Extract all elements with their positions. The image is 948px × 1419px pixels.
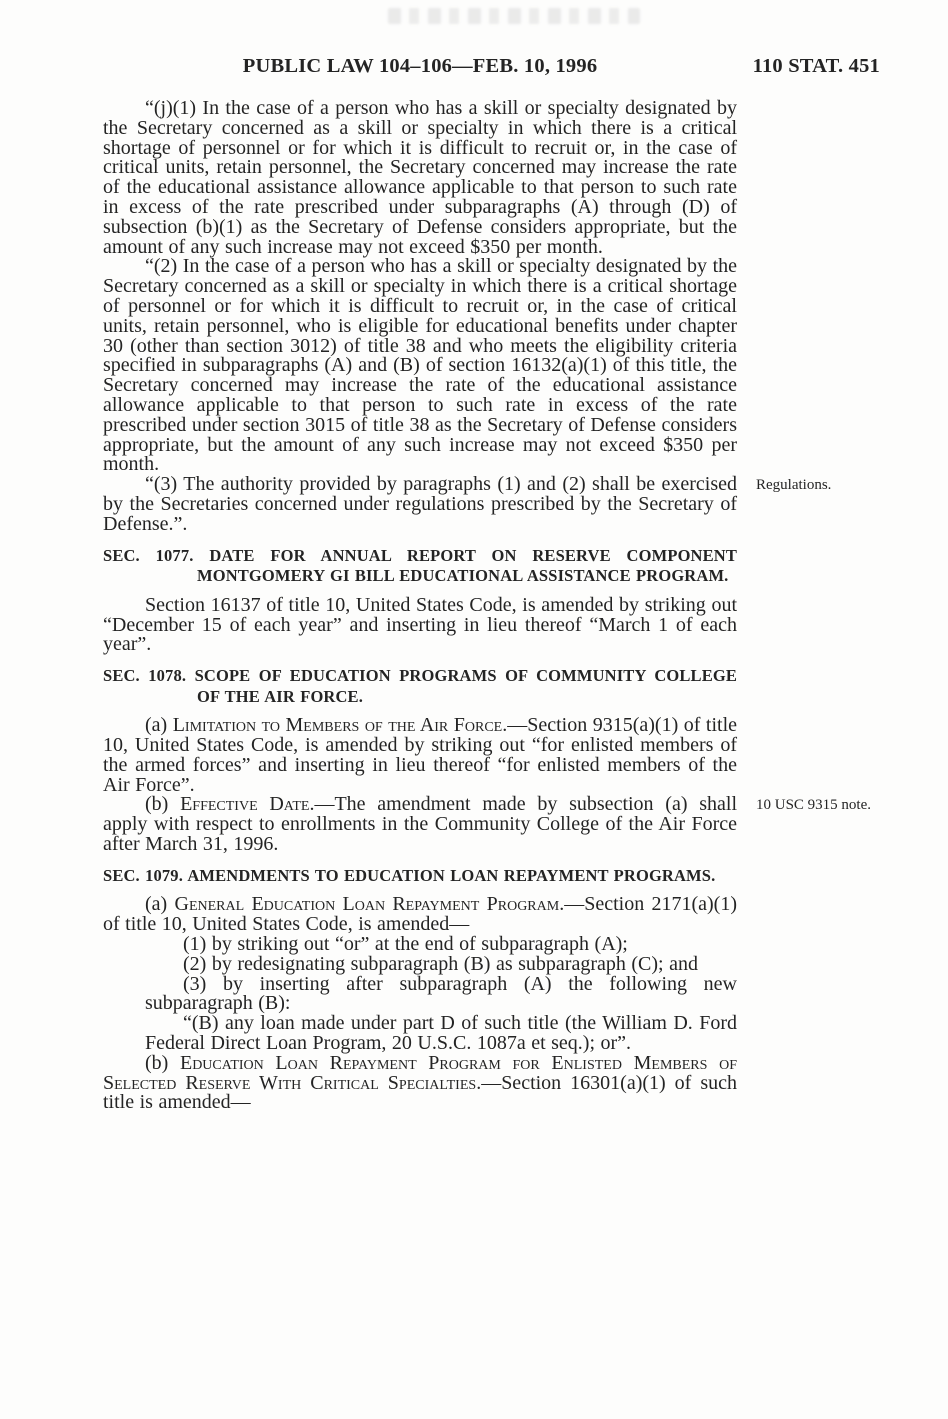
- paragraph-text: .—Section 2171(a)(1) of title 10, United States Code, is amended—: [103, 893, 737, 936]
- section-number: SEC. 1077.: [103, 545, 194, 565]
- paragraph-3: [103, 473, 832, 535]
- paragraph-1079-b: [103, 1051, 737, 1114]
- running-head: [103, 54, 880, 78]
- statute-page-number: 110 STAT. 451: [752, 55, 880, 77]
- paragraph-text: “(3) The authority provided by paragraphs (1) and (2) shall be exercised by the Secretaries concerned under regulations prescribed by the Secretary of Defense.”.: [103, 473, 737, 535]
- section-title: SCOPE OF EDUCATION PROGRAMS OF COMMUNITY COLLEGE OF THE AIR FORCE.: [194, 666, 737, 706]
- section-heading-1079: [103, 866, 737, 887]
- paragraph-1079-a: [103, 895, 737, 935]
- public-law-title: PUBLIC LAW 104–106—FEB. 10, 1996: [242, 55, 598, 77]
- paragraph-text: “(2) In the case of a person who has a skill or specialty designated by the Secretary concerned as a skill or specialty in which there is a critical shortage of personnel or for which it is difficult to recruit or, in the case of critical units, retain personnel, who is eligible for educational benefits under chapter 30 (other than section 3012) of title 38 and who meets the eligibility criteria specified in subparagraphs (A) and (B) of section 16132(a)(1) of this title, the Secretary concerned may increase the rate of the educational assistance allowance applicable to that person to such rate in excess of the rate prescribed under section 3015 of title 38 as the Secretary of Defense considers appropriate, but the amount of any such increase may not exceed $350 per month.: [103, 255, 737, 476]
- paragraph-j1: [103, 99, 737, 257]
- margin-note-10usc9315: 10 USC 9315 note.: [756, 797, 872, 814]
- page-body: [103, 97, 872, 1114]
- section-heading-1077: [103, 546, 737, 587]
- paragraph-text: (2) by redesignating subparagraph (B) as subparagraph (C); and: [183, 952, 698, 975]
- paragraph-sec1077-body: [103, 593, 737, 656]
- paragraph-text: .—Section 9315(a)(1) of title 10, United States Code, is amended by striking out “for enlisted members of the armed forces” and inserting in lieu thereof “for enlisted members of the Air Force”.: [103, 714, 738, 796]
- paragraph-2: [103, 257, 737, 475]
- smallcaps-run: Education Loan Repayment Program for Enlisted Members of Selected Reserve With Critical Specialties: [103, 1051, 737, 1094]
- smallcaps-run: General Education Loan Repayment Program: [174, 893, 560, 916]
- paragraph-text: “(B) any loan made under part D of such title (the William D. Ford Federal Direct Loan Program, 20 U.S.C. 1087a et seq.); or”.: [145, 1012, 737, 1055]
- paragraph-1078-a: [103, 716, 737, 795]
- quoted-subparagraph-B: [103, 1014, 737, 1054]
- section-number: SEC. 1079.: [103, 865, 183, 885]
- smallcaps-run: Limitation to Members of the Air Force: [172, 714, 503, 737]
- paragraph-1078-b: [103, 793, 872, 856]
- enum-label: (a): [145, 714, 173, 737]
- paragraph-text: .—Section 16301(a)(1) of such title is amended—: [103, 1071, 737, 1114]
- section-heading-1078: [103, 666, 737, 707]
- paragraph-text: (1) by striking out “or” at the end of subparagraph (A);: [183, 933, 628, 956]
- paragraph-text: (3) by inserting after subparagraph (A) the following new subparagraph (B):: [145, 972, 737, 1015]
- margin-note-regulations: Regulations.: [756, 477, 832, 494]
- paragraph-text: .—The amendment made by subsection (a) shall apply with respect to enrollments in the Community College of the Air Force after March 31, 1996.: [103, 793, 737, 856]
- paragraph-text: “(j)(1) In the case of a person who has a skill or specialty designated by the Secretary concerned as a skill or specialty in which there is a critical shortage of personnel or for which it is difficult to recruit or, in the case of critical units, retain personnel, the Secretary concerned may increase the rate of the educational assistance allowance applicable to that person to such rate in excess of the rate prescribed under subparagraphs (A) through (D) of subsection (b)(1) as the Secretary of Defense considers appropriate, but the amount of any such increase may not exceed $350 per month.: [103, 97, 737, 258]
- subparagraph-3: [103, 972, 737, 1015]
- smallcaps-run: Effective Date: [180, 793, 310, 816]
- section-title: AMENDMENTS TO EDUCATION LOAN REPAYMENT PROGRAMS.: [187, 865, 716, 885]
- enum-label: (a): [145, 893, 175, 916]
- scan-artifact: [388, 8, 640, 24]
- enum-label: (b): [145, 1051, 180, 1074]
- section-number: SEC. 1078.: [103, 666, 187, 686]
- section-title: DATE FOR ANNUAL REPORT ON RESERVE COMPONENT MONTGOMERY GI BILL EDUCATIONAL ASSISTANCE PROGRAM.: [197, 545, 737, 586]
- enum-label: (b): [145, 793, 181, 816]
- paragraph-text: Section 16137 of title 10, United States Code, is amended by striking out “December 15 of each year” and inserting in lieu thereof “March 1 of each year”.: [103, 593, 737, 656]
